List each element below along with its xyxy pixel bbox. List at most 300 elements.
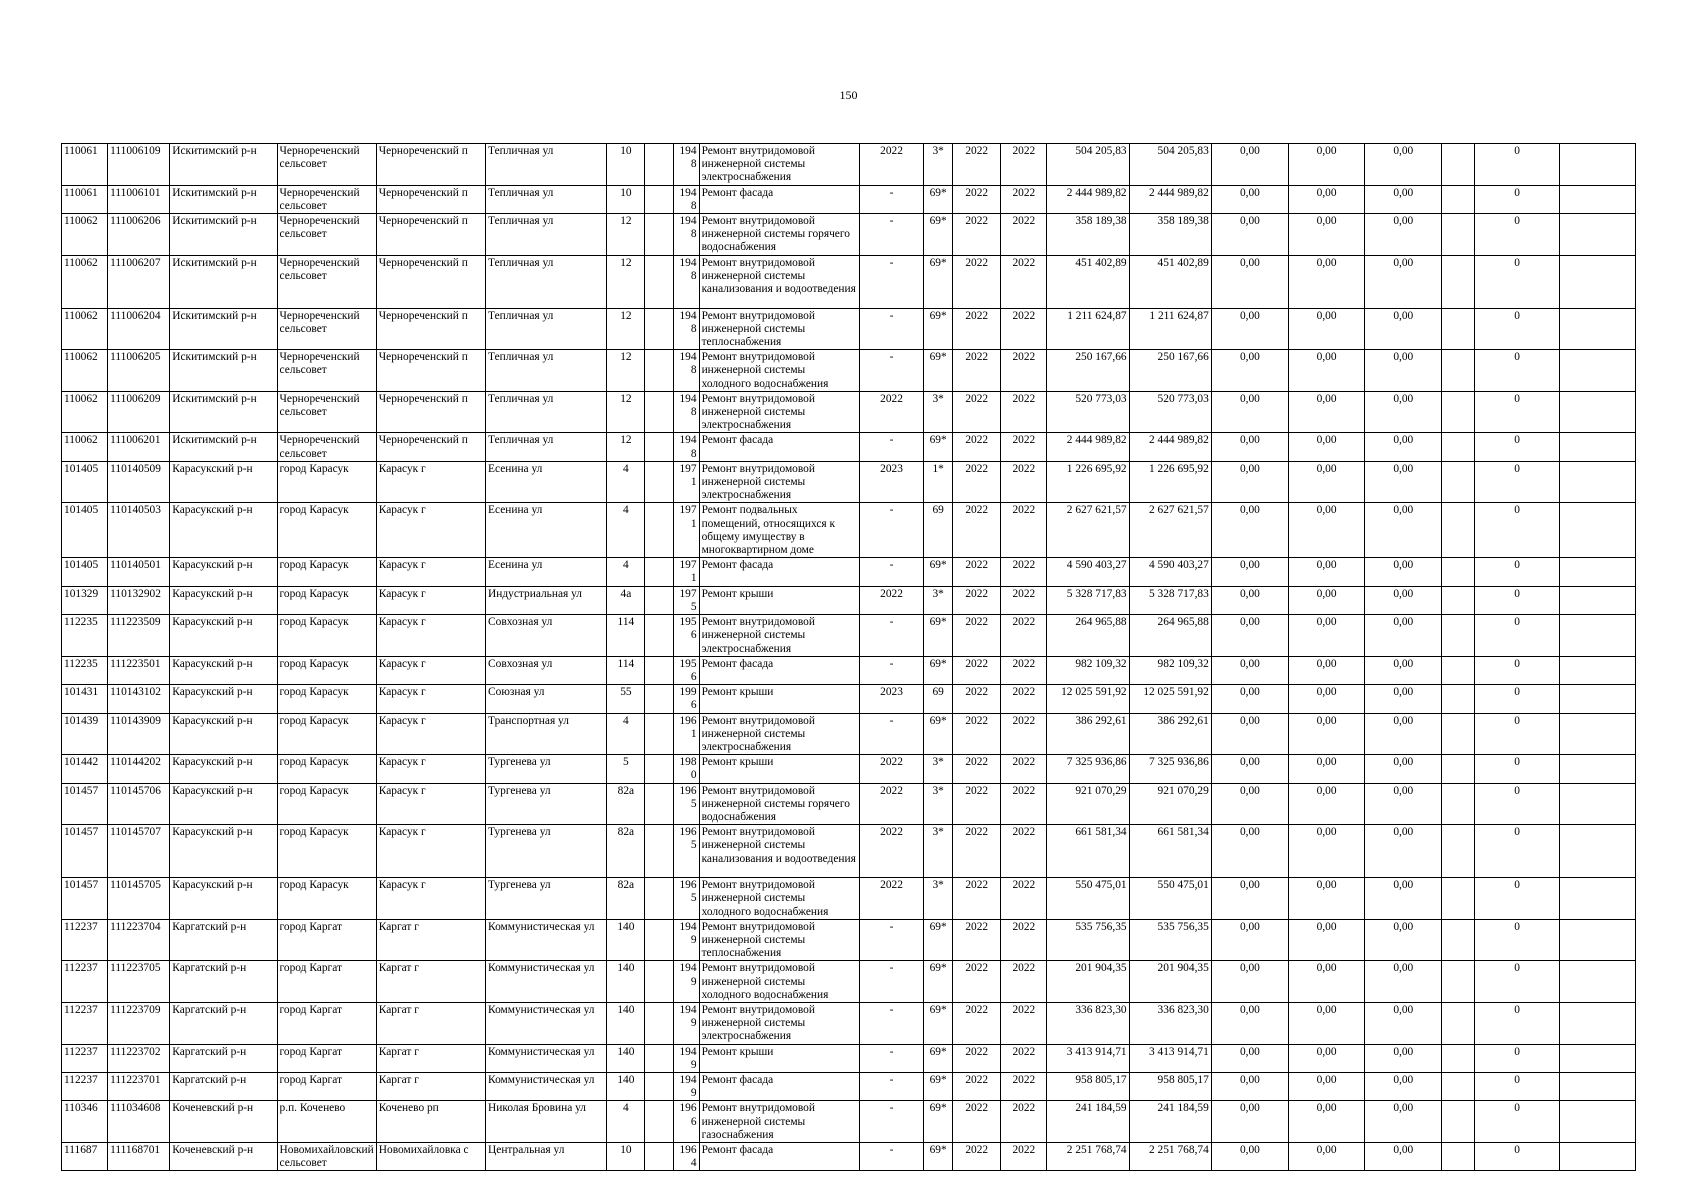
cell-extra-col	[1442, 391, 1475, 433]
cell-budget-cost-a: 0,00	[1211, 713, 1288, 755]
cell-plan-start-year: 2022	[953, 461, 1001, 503]
cell-plan-start-year: 2022	[953, 391, 1001, 433]
cell-note	[1559, 685, 1635, 713]
cell-settlement: Чернореченский п	[376, 144, 485, 186]
cell-house-id: 110346	[62, 1101, 108, 1143]
cell-extra-col	[1442, 144, 1475, 186]
cell-budget-cost-b: 0,00	[1289, 961, 1365, 1003]
cell-note	[1559, 755, 1635, 783]
cell-street: Коммунистическая ул	[486, 1044, 607, 1072]
cell-extra-col	[1442, 214, 1475, 256]
cell-total-cost: 3 413 914,71	[1047, 1044, 1129, 1072]
table-row	[62, 1044, 1636, 1072]
cell-total-cost: 535 756,35	[1047, 919, 1129, 961]
table-row	[62, 558, 1636, 586]
cell-total-cost: 520 773,03	[1047, 391, 1129, 433]
cell-municipality: Чернореченский сельсовет	[277, 308, 376, 350]
cell-house-number: 5	[607, 755, 645, 783]
cell-work-id: 111006101	[108, 185, 170, 213]
cell-house-number: 82а	[607, 783, 645, 825]
cell-house-number: 4	[607, 713, 645, 755]
cell-street: Совхозная ул	[486, 615, 607, 657]
cell-note	[1559, 433, 1635, 461]
cell-budget-cost-c: 0,00	[1365, 308, 1442, 350]
cell-budget-cost-a: 0,00	[1211, 586, 1288, 614]
cell-plan-start-year: 2022	[953, 656, 1001, 684]
cell-regional-fund-cost: 2 627 621,57	[1129, 503, 1211, 558]
cell-budget-cost-b: 0,00	[1289, 391, 1365, 433]
cell-work-id: 111006207	[108, 255, 170, 308]
cell-note	[1559, 878, 1635, 920]
cell-budget-cost-c: 0,00	[1365, 825, 1442, 878]
cell-settlement: Каргат г	[376, 1072, 485, 1100]
cell-street: Тепличная ул	[486, 185, 607, 213]
cell-deadline-year: 2023	[859, 685, 923, 713]
cell-district: Каргатский р-н	[170, 1072, 277, 1100]
cell-street: Тепличная ул	[486, 433, 607, 461]
cell-basis-code: 3*	[924, 755, 953, 783]
cell-plan-end-year: 2022	[1001, 214, 1047, 256]
cell-work-type: Ремонт фасада	[699, 1143, 859, 1171]
cell-building	[645, 144, 673, 186]
cell-district: Карасукский р-н	[170, 878, 277, 920]
cell-note	[1559, 214, 1635, 256]
cell-note	[1559, 825, 1635, 878]
cell-year-built: 1961	[673, 713, 699, 755]
cell-house-id: 110062	[62, 433, 108, 461]
cell-deadline-year: -	[859, 1044, 923, 1072]
cell-budget-cost-b: 0,00	[1289, 713, 1365, 755]
cell-note	[1559, 1002, 1635, 1044]
cell-building	[645, 1002, 673, 1044]
cell-house-number: 114	[607, 615, 645, 657]
cell-street: Есенина ул	[486, 558, 607, 586]
cell-work-type: Ремонт фасада	[699, 185, 859, 213]
cell-plan-end-year: 2022	[1001, 615, 1047, 657]
cell-budget-cost-b: 0,00	[1289, 308, 1365, 350]
cell-plan-end-year: 2022	[1001, 656, 1047, 684]
cell-district: Карасукский р-н	[170, 825, 277, 878]
cell-building	[645, 755, 673, 783]
cell-owners-funds: 0	[1475, 685, 1559, 713]
cell-basis-code: 69	[924, 685, 953, 713]
cell-municipality: город Каргат	[277, 1044, 376, 1072]
cell-note	[1559, 255, 1635, 308]
cell-year-built: 1965	[673, 878, 699, 920]
cell-year-built: 1949	[673, 1072, 699, 1100]
cell-street: Тепличная ул	[486, 308, 607, 350]
cell-deadline-year: -	[859, 919, 923, 961]
cell-basis-code: 3*	[924, 391, 953, 433]
cell-settlement: Каргат г	[376, 1002, 485, 1044]
cell-note	[1559, 391, 1635, 433]
cell-total-cost: 201 904,35	[1047, 961, 1129, 1003]
cell-owners-funds: 0	[1475, 713, 1559, 755]
table-row	[62, 144, 1636, 186]
cell-extra-col	[1442, 350, 1475, 392]
cell-plan-end-year: 2022	[1001, 308, 1047, 350]
cell-house-id: 101405	[62, 558, 108, 586]
table-row	[62, 308, 1636, 350]
cell-work-id: 111168701	[108, 1143, 170, 1171]
cell-owners-funds: 0	[1475, 558, 1559, 586]
table-row	[62, 433, 1636, 461]
cell-plan-start-year: 2022	[953, 755, 1001, 783]
cell-budget-cost-a: 0,00	[1211, 961, 1288, 1003]
cell-year-built: 1948	[673, 185, 699, 213]
cell-house-id: 110062	[62, 350, 108, 392]
cell-plan-end-year: 2022	[1001, 685, 1047, 713]
cell-year-built: 1966	[673, 1101, 699, 1143]
cell-settlement: Карасук г	[376, 558, 485, 586]
cell-extra-col	[1442, 825, 1475, 878]
cell-settlement: Чернореченский п	[376, 308, 485, 350]
cell-deadline-year: -	[859, 1101, 923, 1143]
table-row	[62, 255, 1636, 308]
cell-extra-col	[1442, 185, 1475, 213]
cell-plan-start-year: 2022	[953, 433, 1001, 461]
cell-settlement: Коченево рп	[376, 1101, 485, 1143]
cell-district: Искитимский р-н	[170, 433, 277, 461]
cell-budget-cost-a: 0,00	[1211, 144, 1288, 186]
cell-work-id: 110144202	[108, 755, 170, 783]
cell-building	[645, 185, 673, 213]
cell-budget-cost-a: 0,00	[1211, 461, 1288, 503]
cell-work-id: 110145707	[108, 825, 170, 878]
cell-budget-cost-b: 0,00	[1289, 783, 1365, 825]
cell-municipality: Чернореченский сельсовет	[277, 185, 376, 213]
cell-regional-fund-cost: 958 805,17	[1129, 1072, 1211, 1100]
cell-work-type: Ремонт фасада	[699, 558, 859, 586]
cell-extra-col	[1442, 919, 1475, 961]
cell-note	[1559, 961, 1635, 1003]
cell-extra-col	[1442, 615, 1475, 657]
cell-regional-fund-cost: 1 211 624,87	[1129, 308, 1211, 350]
cell-plan-end-year: 2022	[1001, 878, 1047, 920]
cell-basis-code: 3*	[924, 825, 953, 878]
cell-house-number: 10	[607, 144, 645, 186]
cell-budget-cost-a: 0,00	[1211, 308, 1288, 350]
cell-regional-fund-cost: 241 184,59	[1129, 1101, 1211, 1143]
cell-building	[645, 825, 673, 878]
cell-settlement: Чернореченский п	[376, 350, 485, 392]
cell-building	[645, 350, 673, 392]
cell-house-number: 55	[607, 685, 645, 713]
cell-work-id: 111223704	[108, 919, 170, 961]
cell-house-number: 12	[607, 214, 645, 256]
cell-budget-cost-c: 0,00	[1365, 961, 1442, 1003]
cell-house-id: 110062	[62, 308, 108, 350]
cell-building	[645, 308, 673, 350]
cell-note	[1559, 1044, 1635, 1072]
cell-budget-cost-c: 0,00	[1365, 878, 1442, 920]
cell-district: Искитимский р-н	[170, 255, 277, 308]
cell-plan-start-year: 2022	[953, 919, 1001, 961]
cell-work-id: 110140501	[108, 558, 170, 586]
cell-house-number: 10	[607, 1143, 645, 1171]
cell-budget-cost-b: 0,00	[1289, 1101, 1365, 1143]
cell-municipality: город Карасук	[277, 461, 376, 503]
cell-owners-funds: 0	[1475, 144, 1559, 186]
cell-work-type: Ремонт внутридомовой инженерной системы горячего водоснабжения	[699, 783, 859, 825]
cell-year-built: 1996	[673, 685, 699, 713]
cell-budget-cost-a: 0,00	[1211, 656, 1288, 684]
cell-budget-cost-b: 0,00	[1289, 350, 1365, 392]
cell-year-built: 1965	[673, 783, 699, 825]
cell-house-id: 101457	[62, 825, 108, 878]
cell-owners-funds: 0	[1475, 755, 1559, 783]
cell-budget-cost-a: 0,00	[1211, 878, 1288, 920]
cell-extra-col	[1442, 255, 1475, 308]
cell-street: Тургенева ул	[486, 825, 607, 878]
cell-owners-funds: 0	[1475, 461, 1559, 503]
cell-total-cost: 550 475,01	[1047, 878, 1129, 920]
cell-basis-code: 3*	[924, 783, 953, 825]
cell-settlement: Карасук г	[376, 755, 485, 783]
cell-note	[1559, 615, 1635, 657]
cell-house-id: 101442	[62, 755, 108, 783]
cell-building	[645, 214, 673, 256]
cell-work-id: 110140509	[108, 461, 170, 503]
cell-plan-end-year: 2022	[1001, 350, 1047, 392]
cell-budget-cost-b: 0,00	[1289, 1044, 1365, 1072]
cell-district: Искитимский р-н	[170, 144, 277, 186]
cell-note	[1559, 1143, 1635, 1171]
cell-house-id: 110062	[62, 391, 108, 433]
cell-total-cost: 241 184,59	[1047, 1101, 1129, 1143]
cell-house-number: 140	[607, 919, 645, 961]
cell-basis-code: 69*	[924, 185, 953, 213]
cell-regional-fund-cost: 982 109,32	[1129, 656, 1211, 684]
cell-budget-cost-c: 0,00	[1365, 1143, 1442, 1171]
cell-year-built: 1971	[673, 558, 699, 586]
cell-work-id: 110132902	[108, 586, 170, 614]
table-row	[62, 1002, 1636, 1044]
cell-extra-col	[1442, 878, 1475, 920]
cell-year-built: 1971	[673, 503, 699, 558]
cell-house-id: 101457	[62, 878, 108, 920]
cell-house-number: 82а	[607, 825, 645, 878]
cell-plan-end-year: 2022	[1001, 1002, 1047, 1044]
table-row	[62, 685, 1636, 713]
cell-house-id: 112235	[62, 656, 108, 684]
cell-street: Николая Бровина ул	[486, 1101, 607, 1143]
cell-work-id: 110140503	[108, 503, 170, 558]
table-row	[62, 1143, 1636, 1171]
cell-street: Совхозная ул	[486, 656, 607, 684]
cell-house-number: 140	[607, 1002, 645, 1044]
cell-note	[1559, 144, 1635, 186]
cell-street: Центральная ул	[486, 1143, 607, 1171]
cell-building	[645, 878, 673, 920]
cell-owners-funds: 0	[1475, 586, 1559, 614]
cell-budget-cost-c: 0,00	[1365, 783, 1442, 825]
cell-note	[1559, 656, 1635, 684]
cell-street: Тепличная ул	[486, 255, 607, 308]
cell-year-built: 1949	[673, 1044, 699, 1072]
cell-total-cost: 264 965,88	[1047, 615, 1129, 657]
cell-basis-code: 69*	[924, 1143, 953, 1171]
cell-district: Искитимский р-н	[170, 185, 277, 213]
cell-extra-col	[1442, 1072, 1475, 1100]
cell-work-id: 111223701	[108, 1072, 170, 1100]
cell-house-number: 12	[607, 308, 645, 350]
table-row	[62, 1072, 1636, 1100]
cell-deadline-year: -	[859, 214, 923, 256]
table-row	[62, 878, 1636, 920]
cell-extra-col	[1442, 586, 1475, 614]
cell-municipality: город Карасук	[277, 615, 376, 657]
cell-total-cost: 2 444 989,82	[1047, 185, 1129, 213]
cell-regional-fund-cost: 2 251 768,74	[1129, 1143, 1211, 1171]
cell-work-type: Ремонт крыши	[699, 1044, 859, 1072]
cell-house-number: 140	[607, 1044, 645, 1072]
cell-owners-funds: 0	[1475, 1072, 1559, 1100]
cell-house-id: 110062	[62, 255, 108, 308]
cell-budget-cost-a: 0,00	[1211, 615, 1288, 657]
cell-building	[645, 919, 673, 961]
cell-year-built: 1975	[673, 586, 699, 614]
cell-plan-end-year: 2022	[1001, 558, 1047, 586]
cell-plan-start-year: 2022	[953, 825, 1001, 878]
cell-budget-cost-b: 0,00	[1289, 185, 1365, 213]
cell-owners-funds: 0	[1475, 433, 1559, 461]
cell-house-id: 101405	[62, 503, 108, 558]
cell-budget-cost-b: 0,00	[1289, 685, 1365, 713]
cell-budget-cost-b: 0,00	[1289, 461, 1365, 503]
cell-building	[645, 713, 673, 755]
cell-district: Искитимский р-н	[170, 350, 277, 392]
cell-note	[1559, 1101, 1635, 1143]
cell-plan-end-year: 2022	[1001, 755, 1047, 783]
cell-municipality: Чернореченский сельсовет	[277, 391, 376, 433]
cell-year-built: 1948	[673, 391, 699, 433]
cell-municipality: город Карасук	[277, 825, 376, 878]
cell-budget-cost-c: 0,00	[1365, 656, 1442, 684]
cell-plan-start-year: 2022	[953, 144, 1001, 186]
cell-regional-fund-cost: 661 581,34	[1129, 825, 1211, 878]
cell-extra-col	[1442, 713, 1475, 755]
cell-budget-cost-a: 0,00	[1211, 783, 1288, 825]
cell-plan-end-year: 2022	[1001, 1143, 1047, 1171]
cell-owners-funds: 0	[1475, 615, 1559, 657]
cell-budget-cost-c: 0,00	[1365, 1002, 1442, 1044]
cell-work-id: 111006209	[108, 391, 170, 433]
page-number: 150	[839, 88, 858, 102]
cell-plan-end-year: 2022	[1001, 461, 1047, 503]
cell-work-id: 111223709	[108, 1002, 170, 1044]
cell-house-id: 112237	[62, 919, 108, 961]
cell-basis-code: 69*	[924, 615, 953, 657]
table-row	[62, 713, 1636, 755]
cell-note	[1559, 783, 1635, 825]
cell-work-type: Ремонт подвальных помещений, относящихся к общему имуществу в многоквартирном доме	[699, 503, 859, 558]
cell-municipality: город Карасук	[277, 713, 376, 755]
cell-plan-start-year: 2022	[953, 214, 1001, 256]
cell-plan-start-year: 2022	[953, 1002, 1001, 1044]
cell-work-type: Ремонт крыши	[699, 586, 859, 614]
cell-extra-col	[1442, 1143, 1475, 1171]
cell-total-cost: 336 823,30	[1047, 1002, 1129, 1044]
cell-building	[645, 503, 673, 558]
table-row	[62, 825, 1636, 878]
cell-budget-cost-b: 0,00	[1289, 755, 1365, 783]
cell-budget-cost-a: 0,00	[1211, 185, 1288, 213]
cell-year-built: 1949	[673, 919, 699, 961]
cell-plan-start-year: 2022	[953, 961, 1001, 1003]
cell-budget-cost-b: 0,00	[1289, 144, 1365, 186]
cell-note	[1559, 185, 1635, 213]
cell-deadline-year: 2022	[859, 391, 923, 433]
cell-street: Транспортная ул	[486, 713, 607, 755]
cell-building	[645, 391, 673, 433]
cell-budget-cost-b: 0,00	[1289, 825, 1365, 878]
cell-building	[645, 461, 673, 503]
cell-owners-funds: 0	[1475, 825, 1559, 878]
cell-year-built: 1948	[673, 433, 699, 461]
cell-deadline-year: -	[859, 1072, 923, 1100]
cell-street: Коммунистическая ул	[486, 961, 607, 1003]
cell-total-cost: 12 025 591,92	[1047, 685, 1129, 713]
cell-budget-cost-c: 0,00	[1365, 713, 1442, 755]
cell-basis-code: 3*	[924, 144, 953, 186]
cell-budget-cost-a: 0,00	[1211, 350, 1288, 392]
cell-owners-funds: 0	[1475, 1143, 1559, 1171]
cell-house-id: 101431	[62, 685, 108, 713]
cell-municipality: город Карасук	[277, 878, 376, 920]
cell-deadline-year: 2023	[859, 461, 923, 503]
cell-budget-cost-c: 0,00	[1365, 391, 1442, 433]
cell-settlement: Чернореченский п	[376, 433, 485, 461]
cell-work-type: Ремонт внутридомовой инженерной системы электроснабжения	[699, 1002, 859, 1044]
cell-house-number: 4а	[607, 586, 645, 614]
cell-settlement: Карасук г	[376, 685, 485, 713]
cell-plan-start-year: 2022	[953, 350, 1001, 392]
cell-house-id: 110061	[62, 144, 108, 186]
table-row	[62, 919, 1636, 961]
cell-settlement: Карасук г	[376, 586, 485, 614]
cell-regional-fund-cost: 4 590 403,27	[1129, 558, 1211, 586]
cell-house-number: 12	[607, 255, 645, 308]
cell-budget-cost-a: 0,00	[1211, 1101, 1288, 1143]
cell-note	[1559, 461, 1635, 503]
table-row	[62, 350, 1636, 392]
cell-total-cost: 1 211 624,87	[1047, 308, 1129, 350]
cell-budget-cost-c: 0,00	[1365, 503, 1442, 558]
cell-budget-cost-c: 0,00	[1365, 586, 1442, 614]
cell-district: Карасукский р-н	[170, 783, 277, 825]
cell-work-type: Ремонт внутридомовой инженерной системы канализования и водоотведения	[699, 825, 859, 878]
cell-municipality: Чернореченский сельсовет	[277, 214, 376, 256]
cell-plan-end-year: 2022	[1001, 825, 1047, 878]
cell-plan-start-year: 2022	[953, 503, 1001, 558]
cell-district: Каргатский р-н	[170, 961, 277, 1003]
cell-budget-cost-a: 0,00	[1211, 391, 1288, 433]
cell-street: Коммунистическая ул	[486, 919, 607, 961]
cell-plan-start-year: 2022	[953, 713, 1001, 755]
cell-regional-fund-cost: 264 965,88	[1129, 615, 1211, 657]
cell-regional-fund-cost: 358 189,38	[1129, 214, 1211, 256]
cell-owners-funds: 0	[1475, 391, 1559, 433]
cell-budget-cost-b: 0,00	[1289, 255, 1365, 308]
cell-budget-cost-c: 0,00	[1365, 1044, 1442, 1072]
cell-year-built: 1948	[673, 255, 699, 308]
table-row	[62, 755, 1636, 783]
cell-basis-code: 69*	[924, 558, 953, 586]
table-row	[62, 783, 1636, 825]
cell-work-type: Ремонт крыши	[699, 685, 859, 713]
cell-house-id: 112235	[62, 615, 108, 657]
